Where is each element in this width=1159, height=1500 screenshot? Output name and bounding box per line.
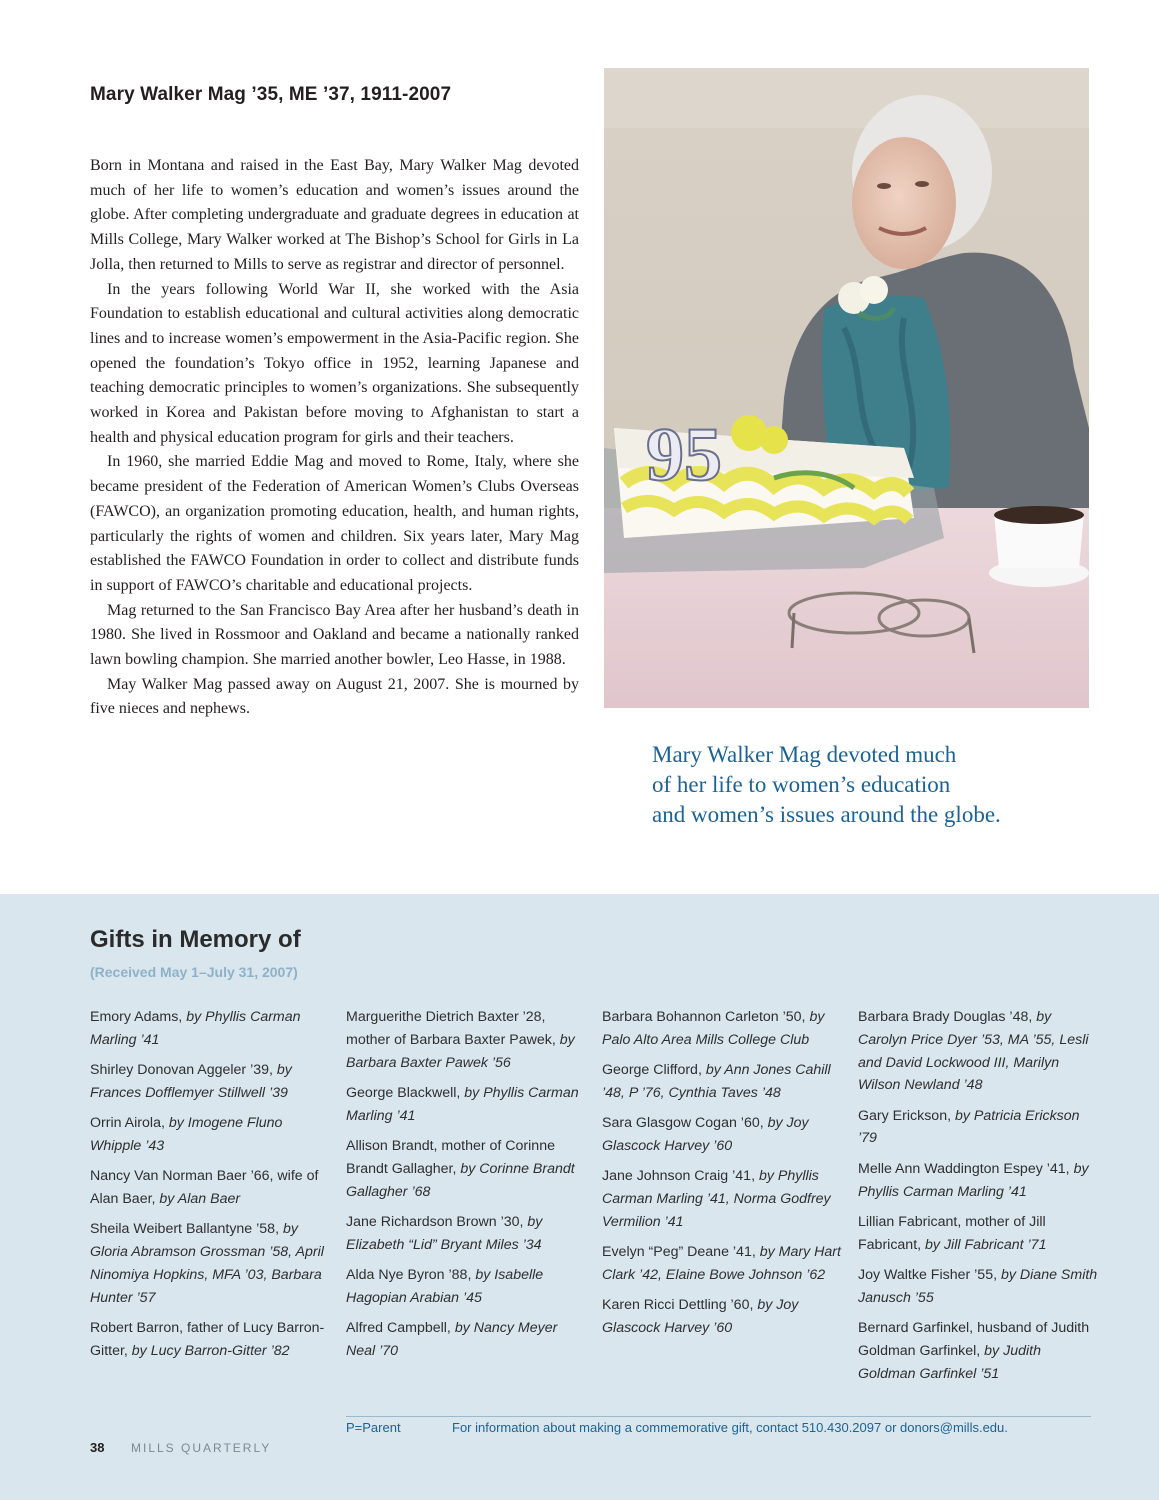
article-paragraph: In 1960, she married Eddie Mag and moved to Rome, Italy, where she became president of the Federation of American Women’s Clubs Overseas (FAWCO), an organization promoting education, health, and human rights, particularly the rights of women and children. Six years later, Mary Mag established the FAWCO Foundation in order to collect and distribute funds in support of FAWCO’s charitable and educational projects. [90, 453, 579, 594]
gift-entry: Jane Richardson Brown ’30, by Elizabeth “Lid” Bryant Miles ’34 [346, 1213, 543, 1253]
gifts-column-1 [90, 1006, 330, 1370]
cake-candle-number: 95 [646, 413, 722, 497]
gift-contact-info: For information about making a commemorative gift, contact 510.430.2097 or donors@mills.edu. [452, 1420, 1008, 1435]
pull-quote-line: of her life to women’s education [652, 772, 951, 797]
pull-quote-line: Mary Walker Mag devoted much [652, 742, 957, 767]
publication-name: MILLS QUARTERLY [131, 1441, 272, 1455]
gift-entry: Jane Johnson Craig ’41, by Phyllis Carman Marling ’41, Norma Godfrey Vermilion ’41 [602, 1168, 831, 1230]
footer-divider [346, 1416, 1091, 1417]
gift-entry: Lillian Fabricant, mother of Jill Fabricant, by Jill Fabricant ’71 [858, 1213, 1047, 1253]
portrait-photo [604, 68, 1089, 708]
gift-entry: Barbara Brady Douglas ’48, by Carolyn Price Dyer ’53, MA ’55, Lesli and David Lockwood III, Marilyn Wilson Newland ’48 [858, 1009, 1089, 1094]
article-body [90, 154, 579, 722]
gifts-column-4 [858, 1006, 1098, 1393]
gift-entry: Sheila Weibert Ballantyne ’58, by Gloria Abramson Grossman ’58, April Ninomiya Hopkins, MFA ’03, Barbara Hunter ’57 [90, 1221, 324, 1306]
pull-quote-line: and women’s issues around the globe. [652, 802, 1001, 827]
gifts-title: Gifts in Memory of [90, 926, 301, 953]
gift-entry: Orrin Airola, by Imogene Fluno Whipple ’43 [90, 1115, 283, 1154]
gift-entry: Evelyn “Peg” Deane ’41, by Mary Hart Clark ’42, Elaine Bowe Johnson ’62 [602, 1244, 841, 1283]
gift-entry: Bernard Garfinkel, husband of Judith Goldman Garfinkel, by Judith Goldman Garfinkel ’51 [858, 1320, 1090, 1382]
gift-entry: Shirley Donovan Aggeler ’39, by Frances Dofflemyer Stillwell ’39 [90, 1062, 292, 1101]
gift-entry: Nancy Van Norman Baer ’66, wife of Alan Baer, by Alan Baer [90, 1168, 319, 1208]
gift-entry: Melle Ann Waddington Espey ’41, by Phyllis Carman Marling ’41 [858, 1160, 1089, 1200]
gift-entry: Marguerithe Dietrich Baxter ’28, mother of Barbara Baxter Pawek, by Barbara Baxter Pawek ’56 [346, 1009, 575, 1071]
gift-entry: Gary Erickson, by Patricia Erickson ’79 [858, 1107, 1080, 1147]
article-paragraph: In the years following World War II, she worked with the Asia Foundation to establish educational and cultural activities along democratic lines and to increase women’s empowerment in the Asia-Pacific region. She opened the foundation’s Tokyo office in 1952, learning Japanese and teaching democratic principles to women’s organizations. She subsequently worked in Korea and Pakistan before moving to Afghanistan to start a health and physical education program for girls and their teachers. [90, 280, 579, 446]
gifts-subtitle: (Received May 1–July 31, 2007) [90, 964, 298, 980]
gift-entry: George Clifford, by Ann Jones Cahill ’48, P ’76, Cynthia Taves ’48 [602, 1062, 831, 1101]
gift-entry: Karen Ricci Dettling ’60, by Joy Glascock Harvey ’60 [602, 1297, 799, 1337]
gift-entry: Allison Brandt, mother of Corinne Brandt Gallagher, by Corinne Brandt Gallagher ’68 [346, 1137, 575, 1200]
gift-entry: Alfred Campbell, by Nancy Meyer Neal ’70 [346, 1320, 558, 1359]
gift-entry: Sara Glasgow Cogan ’60, by Joy Glascock Harvey ’60 [602, 1115, 809, 1154]
gift-entry: Alda Nye Byron ’88, by Isabelle Hagopian Arabian ’45 [346, 1266, 544, 1306]
page-number: 38 [90, 1440, 105, 1455]
gifts-column-3 [602, 1006, 842, 1347]
article-paragraph: May Walker Mag passed away on August 21, 2007. She is mourned by five nieces and nephews. [90, 675, 579, 718]
gift-entry: Joy Waltke Fisher ’55, by Diane Smith Janusch ’55 [858, 1266, 1098, 1306]
pull-quote [652, 740, 1072, 830]
gifts-column-2 [346, 1006, 586, 1370]
article-paragraph: Mag returned to the San Francisco Bay Area after her husband’s death in 1980. She lived in Rossmoor and Oakland and became a nationally ranked lawn bowling champion. She married another bowler, Leo Hasse, in 1988. [90, 601, 579, 669]
article-title: Mary Walker Mag ’35, ME ’37, 1911-2007 [90, 84, 452, 105]
gift-entry: Barbara Bohannon Carleton ’50, by Palo Alto Area Mills College Club [602, 1009, 825, 1048]
article-paragraph: Born in Montana and raised in the East Bay, Mary Walker Mag devoted much of her life to women’s education and women’s issues around the globe. After completing undergraduate and graduate degrees in education at Mills College, Mary Walker worked at The Bishop’s School for Girls in La Jolla, then returned to Mills to serve as registrar and director of personnel. [90, 157, 579, 273]
gift-entry: Emory Adams, by Phyllis Carman Marling ’41 [90, 1009, 301, 1048]
parent-legend: P=Parent [346, 1420, 401, 1435]
gift-entry: Robert Barron, father of Lucy Barron-Gitter, by Lucy Barron-Gitter ’82 [90, 1320, 325, 1359]
gift-entry: George Blackwell, by Phyllis Carman Marling ’41 [346, 1084, 579, 1124]
